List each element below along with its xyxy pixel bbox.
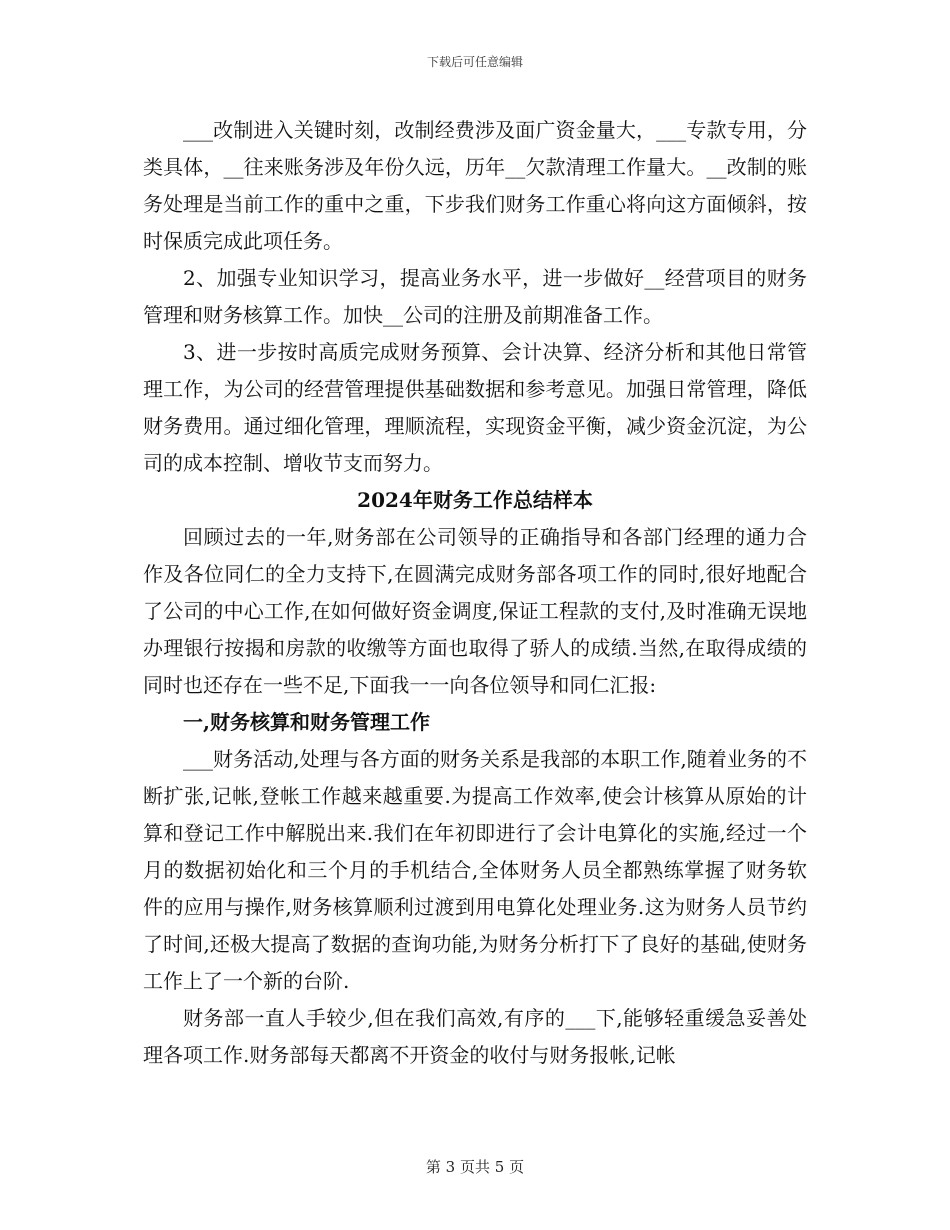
- paragraph-intro: 回顾过去的一年,财务部在公司领导的正确指导和各部门经理的通力合作及各位同仁的全力支持下,在圆满完成财务部各项工作的同时,很好地配合了公司的中心工作,在如何做好资金调度,保证工程款的支付,及时准确无误地办理银行按揭和房款的收缴等方面也取得了骄人的成绩.当然,在取得成绩的同时也还存在一些不足,下面我一一向各位领导和同仁汇报:: [143, 525, 807, 697]
- page-number: 第 3 页共 5 页: [425, 1158, 525, 1176]
- paragraph-accounting: ___财务活动,处理与各方面的财务关系是我部的本职工作,随着业务的不断扩张,记帐,登帐工作越来越重要.为提高工作效率,使会计核算从原始的计算和登记工作中解脱出来.我们在年初即进行了会计电算化的实施,经过一个月的数据初始化和三个月的手机结合,全体财务人员全都熟练掌握了财务软件的应用与操作,财务核算顺利过渡到用电算化处理业务.这为财务人员节约了时间,还极大提高了数据的查询功能,为财务分析打下了良好的基础,使财务工作上了一个新的台阶.: [143, 747, 807, 993]
- paragraph-item-2: 2、加强专业知识学习，提高业务水平，进一步做好__经营项目的财务管理和财务核算工作。加快__公司的注册及前期准备工作。: [143, 266, 807, 327]
- paragraph-item-3: 3、进一步按时高质完成财务预算、会计决算、经济分析和其他日常管理工作，为公司的经营管理提供基础数据和参考意见。加强日常管理，降低财务费用。通过细化管理，理顺流程，实现资金平衡，减少资金沉淀，为公司的成本控制、增收节支而努力。: [143, 340, 807, 475]
- section-title: 2024年财务工作总结样本: [357, 488, 593, 512]
- subheading-accounting: 一,财务核算和财务管理工作: [183, 710, 430, 734]
- paragraph-reform: ___改制进入关键时刻，改制经费涉及面广资金量大，___专款专用，分类具体，__往来账务涉及年份久远，历年__欠款清理工作量大。__改制的账务处理是当前工作的重中之重，下步我们财务工作重心将向这方面倾斜，按时保质完成此项任务。: [143, 118, 807, 253]
- paragraph-staffing: 财务部一直人手较少,但在我们高效,有序的___下,能够轻重缓急妥善处理各项工作.财务部每天都离不开资金的收付与财务报帐,记帐: [143, 1006, 807, 1067]
- document-body: [143, 112, 807, 1074]
- header-note: 下载后可任意编辑: [426, 55, 523, 69]
